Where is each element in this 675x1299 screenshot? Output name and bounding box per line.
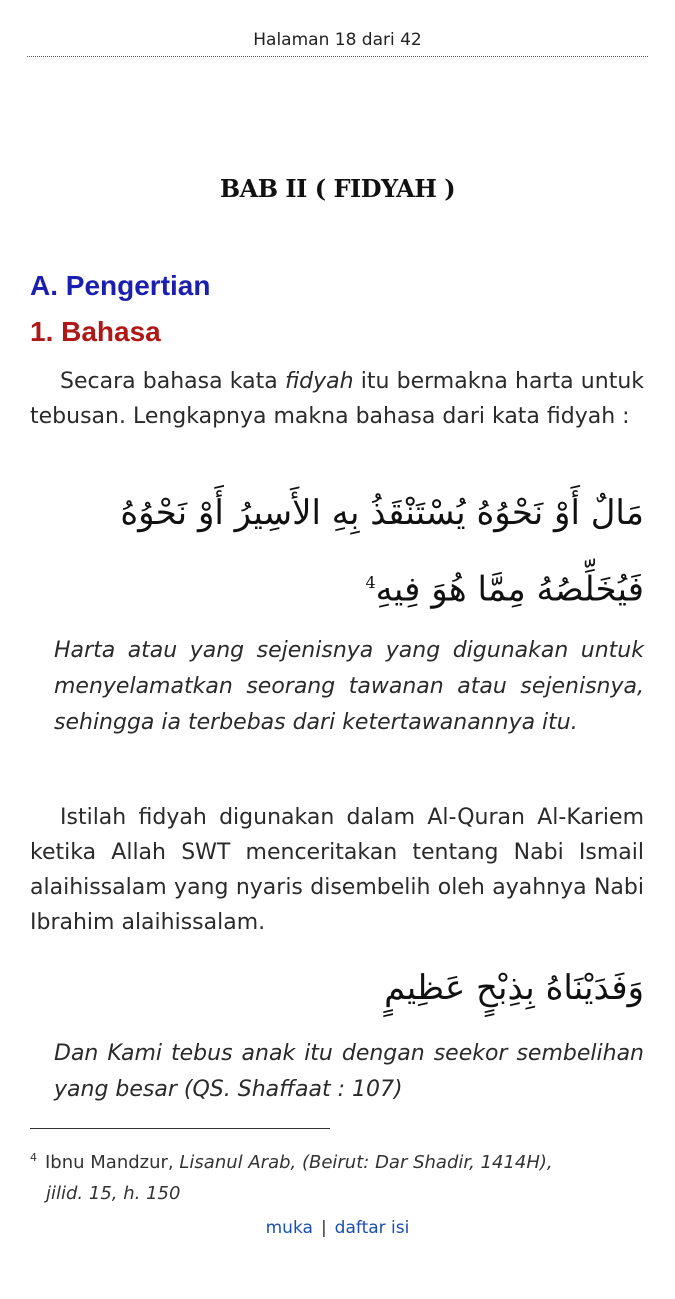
paragraph-bahasa-post: itu bermakna harta untuk tebusan. Lengkapnya makna bahasa dari kata fidyah :: [30, 369, 645, 429]
footnote-number: 4: [30, 1151, 37, 1164]
footnote: [30, 1142, 644, 1209]
footnote-author: Ibnu Mandzur,: [45, 1152, 180, 1173]
translation-definition: Harta atau yang sejenisnya yang digunakan untuk menyelamatkan seorang tawanan atau sejenisnya, sehingga ia terbebas dari ketertawanannya itu.: [54, 638, 644, 735]
subsection-heading: 1. Bahasa: [30, 316, 161, 347]
page-header: [27, 30, 648, 57]
home-link[interactable]: muka: [265, 1218, 313, 1238]
footnote-volume: jilid. 15, h. 150: [46, 1183, 181, 1204]
nav-separator: |: [320, 1218, 327, 1238]
term-fidyah: fidyah: [284, 369, 354, 394]
section-heading: A. Pengertian: [30, 270, 211, 301]
paragraph-istilah-text: Istilah fidyah digunakan dalam Al-Quran Al-Kariem ketika Allah SWT menceritakan tentang Nabi Ismail alaihissalam yang nyaris disembelih oleh ayahnya Nabi Ibrahim alaihissalam.: [30, 805, 644, 935]
arabic-verse: وَفَدَيْنَاهُ بِذِبْحٍ عَظِيمٍ: [384, 968, 644, 1008]
arabic-definition: [30, 478, 644, 624]
paragraph-istilah: [30, 800, 644, 940]
chapter-title: BAB II ( FIDYAH ): [219, 174, 456, 203]
arabic-definition-text: مَالٌ أَوْ نَحْوُهُ يُسْتَنْقَذُ بِهِ الأَسِيرُ أَوْ نَحْوُهُ فَيُخَلِّصُهُ مِمَّا هُوَ فِيهِ: [120, 493, 644, 610]
translation-verse: Dan Kami tebus anak itu dengan seekor sembelihan yang besar (QS. Shaffaat : 107): [54, 1041, 644, 1102]
bottom-navigation: [0, 1218, 675, 1238]
table-of-contents-link[interactable]: daftar isi: [334, 1218, 410, 1238]
page-indicator: Halaman 18 dari 42: [253, 30, 422, 50]
paragraph-bahasa: [30, 364, 644, 434]
footnote-source: Lisanul Arab, (Beirut: Dar Shadir, 1414H),: [179, 1152, 553, 1173]
footnote-reference[interactable]: 4: [365, 573, 376, 592]
paragraph-bahasa-pre: Secara bahasa kata: [60, 369, 285, 394]
footnote-divider: [30, 1128, 330, 1129]
